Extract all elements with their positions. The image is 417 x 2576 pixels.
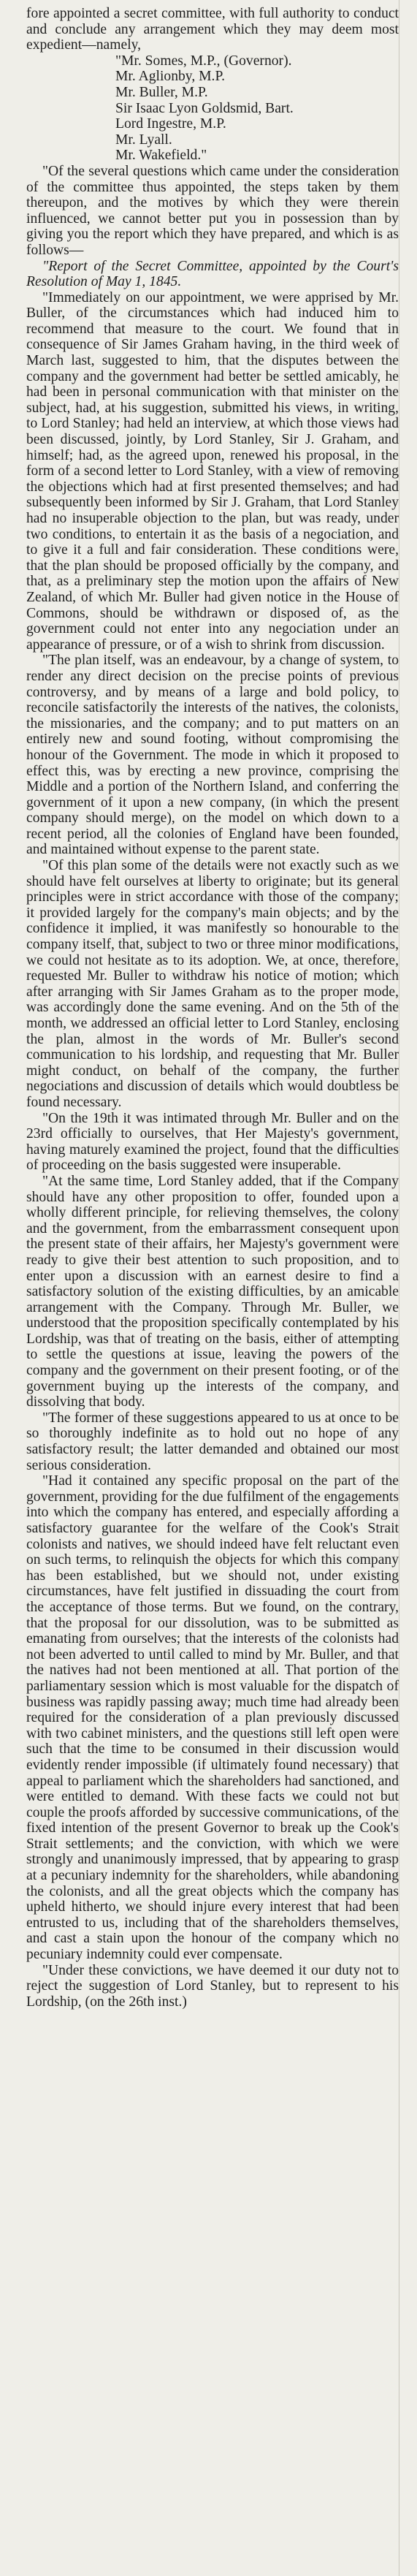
- paragraph: "At the same time, Lord Stanley added, that if the Company should have any other proposition to offer, founded upon a wholly different principle, for relieving themselves, the colony and the government, from the embarrassment consequent upon the present state of their affairs, her Majesty's government were ready to give their best attention to such proposition, and to enter upon a discussion with an earnest desire to find a satisfactory solution of the existing difficulties, by an amicable arrangement with the Company. Through Mr. Buller, we understood that the proposition specifically contemplated by his Lordship, was that of treating on the basis, either of attempting to settle the questions at issue, leaving the powers of the company and the government on their present footing, or of the government buying up the interests of the company, and dissolving that body.: [26, 1173, 399, 1410]
- paragraph: "Of this plan some of the details were not exactly such as we should have felt ourselves at liberty to originate; but its general principles were in strict accordance with those of the company; it provided largely for the company's main objects; and by the confidence it implied, it was manifestly so honourable to the company itself, that, subject to two or three minor modifications, we could not hesitate as to its adoption. We, at once, therefore, requested Mr. Buller to withdraw his notice of motion; which after arranging with Sir James Graham as to the proper mode, was accordingly done the same evening. And on the 5th of the month, we addressed an official letter to Lord Stanley, enclosing the plan, almost in the words of Mr. Buller's second communication to his lordship, and requesting that Mr. Buller might conduct, on behalf of the company, the further negociations and discussion of details which would doubtless be found necessary.: [26, 858, 399, 1110]
- committee-member: Mr. Wakefield.": [115, 148, 207, 164]
- committee-member: "Mr. Somes, M.P., (Governor).: [115, 53, 292, 69]
- committee-member: Sir Isaac Lyon Goldsmid, Bart.: [115, 100, 294, 116]
- paragraph: "On the 19th it was intimated through Mr. Buller and on the 23rd officially to ourselves, that Her Majesty's government, having maturely examined the project, found that the difficulties of proceeding on the basis suggested were insuperable.: [26, 1110, 399, 1174]
- intro-paragraph: fore appointed a secret committee, with full authority to conduct and conclude any arrangement which they may deem most expedient—namely,: [26, 6, 399, 53]
- paragraph: "Immediately on our appointment, we were apprised by Mr. Buller, of the circumstances which had induced him to recommend that measure to the court. We found that in consequence of Sir James Graham having, in the third week of March last, suggested to him, that the disputes between the company and the government had better be settled amicably, he had been in personal communication with that minister on the subject, had, at his suggestion, submitted his views, in writing, to Lord Stanley; had held an interview, at which those views had been discussed, jointly, by Lord Stanley, Sir J. Graham, and himself; had, as the agreed upon, renewed his proposal, in the form of a second letter to Lord Stanley, with a view of removing the objections which had at first presented themselves; and had subsequently been informed by Sir J. Graham, that Lord Stanley had no insuperable objection to the plan, but was ready, under two conditions, to entertain it as the basis of a negociation, and to give it a full and fair consideration. These conditions were, that the plan should be proposed officially by the company, and that, as a preliminary step the motion upon the affairs of New Zealand, of which Mr. Buller had given notice in the House of Commons, should be withdrawn or disposed of, as the government could not enter into any negociation under an appearance of pressure, or of a wish to shrink from discussion.: [26, 289, 399, 653]
- committee-member: Mr. Lyall.: [115, 132, 172, 148]
- paragraph: "Had it contained any specific proposal on the part of the government, providing for the due fulfilment of the engagements into which the company has entered, and especially affording a satisfactory guarantee for the welfare of the Cook's Strait colonists and natives, we should indeed have felt reluctant even on such terms, to relinquish the objects for which this company has been established, but we should not, under existing circumstances, have felt justified in dissuading the court from the acceptance of those terms. But we found, on the contrary, that the proposal for our dissolution, was to be submitted as emanating from ourselves; that the interests of the colonists had not been adverted to until called to mind by Mr. Buller, and that the natives had not been mentioned at all. That portion of the parliamentary session which is most valuable for the dispatch of business was rapidly passing away; much time had already been required for the consideration of a plan previously discussed with two cabinet ministers, and the questions still left open were such that the time to be consumed in their discussion would evidently render impossible (if ultimately found necessary) that appeal to parliament which the shareholders had sanctioned, and were entitled to demand. With these facts we could not but couple the proofs afforded by successive communications, of the fixed intention of the present Governor to break up the Cook's Strait settlements; and the conviction, with which we were strongly and unanimously impressed, that by appearing to grasp at a pecuniary indemnity for the shareholders, while abandoning the colonists, and all the great objects which the company has upheld hitherto, we should injure every interest that had been entrusted to us, including that of the shareholders themselves, and cast a stain upon the honour of the company which no pecuniary indemnity could ever compensate.: [26, 1473, 399, 1963]
- committee-member: Mr. Aglionby, M.P.: [115, 69, 226, 85]
- paragraph: "Under these convictions, we have deemed it our duty not to reject the suggestion of Lord Stanley, but to represent to his Lordship, (on the 26th inst.): [26, 1962, 399, 2010]
- paragraph: "The plan itself, was an endeavour, by a change of system, to render any direct decision on the precise points of previous controversy, and by means of a large and bold policy, to reconcile satisfactorily the interests of the natives, the colonists, the missionaries, and the company; and to put matters on an entirely new and sound footing, without compromising the honour of the Government. The mode in which it proposed to effect this, was by erecting a new province, comprising the Middle and a portion of the Northern Island, and conferring the government of it upon a new company, (in which the present company should merge), on the model on which down to a recent period, all the colonies of England have been founded, and maintained without expense to the parent state.: [26, 653, 399, 858]
- newspaper-column: [26, 6, 399, 2569]
- committee-member: Mr. Buller, M.P.: [115, 84, 208, 100]
- report-heading: "Report of the Secret Committee, appointed by the Court's Resolution of May 1, 1845.: [26, 258, 399, 290]
- paragraph: "The former of these suggestions appeared to us at once to be so thoroughly indefinite as to hold out no hope of any satisfactory result; the latter demanded and obtained our most serious consideration.: [26, 1410, 399, 1473]
- committee-member: Lord Ingestre, M.P.: [115, 116, 226, 132]
- committee-member-list: [115, 53, 399, 164]
- paragraph: "Of the several questions which came under the consideration of the committee thus appointed, the steps taken by them thereupon, and the motives by which they were therein influenced, we cannot better put you in possession than by giving you the report which they have prepared, and which is as follows—: [26, 163, 399, 258]
